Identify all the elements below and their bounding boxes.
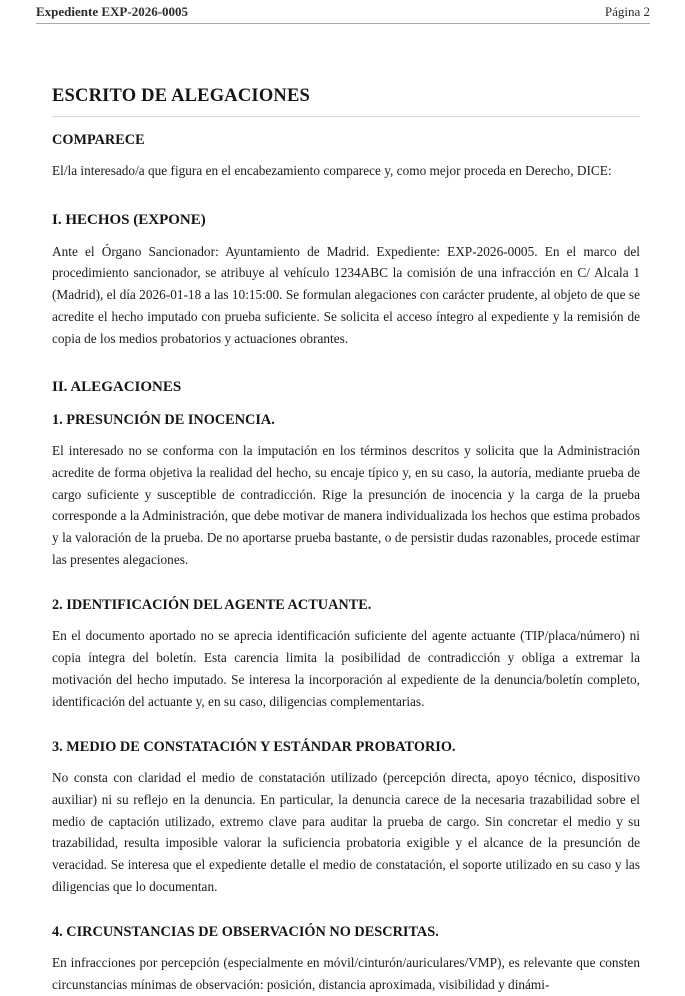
page-header [36, 0, 650, 24]
heading-alegacion-2-identificacion-agente: 2. IDENTIFICACIÓN DEL AGENTE ACTUANTE. [52, 597, 372, 614]
paragraph-alegacion-2: En el documento aportado no se aprecia identificación suficiente del agente actuante (TIP/placa/número) ni copia íntegra del boletín. Esta carencia limita la posibilidad de contradicción y obliga a extremar la motivación del hecho imputado. Se interesa la incorporación al expediente de la denuncia/boletín completo, identificación del actuante y, en su caso, diligencias complementarias. [52, 628, 640, 709]
paragraph-alegacion-4: En infracciones por percepción (especialmente en móvil/cinturón/auriculares/VMP), es relevante que consten circunstancias mínimas de observación: posición, distancia aproximada, visibilidad y dinámi- [52, 955, 640, 993]
document-content [0, 86, 685, 996]
heading-alegacion-3-medio-constatacion: 3. MEDIO DE CONSTATACIÓN Y ESTÁNDAR PROBATORIO. [52, 739, 456, 756]
paragraph-alegacion-1: El interesado no se conforma con la imputación en los términos descritos y solicita que la Administración acredite de forma objetiva la realidad del hecho, su encaje típico y, en su caso, la autoría, mediante prueba de cargo suficiente y susceptible de contradicción. Rige la presunción de inocencia y la carga de la prueba corresponde a la Administración, que debe motivar de manera individualizada los hechos que estima probados y la valoración de la prueba. De no aportarse prueba bastante, o de persistir dudas razonables, procede estimar las presentes alegaciones. [52, 443, 640, 567]
paragraph-alegacion-3: No consta con claridad el medio de constatación utilizado (percepción directa, apoyo técnico, dispositivo auxiliar) ni su reflejo en la denuncia. En particular, la denuncia carece de la necesaria trazabilidad sobre el medio de captación utilizado, extremo clave para auditar la prueba de cargo. Sin concretar el medio y su trazabilidad, resulta imposible valorar la suficiencia probatoria exigible y el alcance de la presunción de veracidad. Se interesa que el expediente detalle el medio de constatación, el soporte utilizado en su caso y las diligencias que lo documentan. [52, 770, 640, 894]
heading-alegaciones: II. ALEGACIONES [52, 379, 182, 396]
paragraph-comparece: El/la interesado/a que figura en el encabezamiento comparece y, como mejor proceda en Derecho, DICE: [52, 163, 612, 178]
heading-hechos: I. HECHOS (EXPONE) [52, 211, 206, 228]
heading-alegacion-4-circunstancias-observacion: 4. CIRCUNSTANCIAS DE OBSERVACIÓN NO DESCRITAS. [52, 924, 439, 941]
paragraph-hechos: Ante el Órgano Sancionador: Ayuntamiento de Madrid. Expediente: EXP-2026-0005. En el marco del procedimiento sancionador, se atribuye al vehículo 1234ABC la comisión de una infracción en C/ Alcala 1 (Madrid), el día 2026-01-18 a las 10:15:00. Se formulan alegaciones con carácter prudente, al objeto de que se acredite el hecho imputado con prueba suficiente. Se solicita el acceso íntegro al expediente y la remisión de copia de los medios probatorios y actuaciones obrantes. [52, 243, 640, 346]
heading-alegacion-1-presuncion-inocencia: 1. PRESUNCIÓN DE INOCENCIA. [52, 412, 275, 429]
heading-comparece: COMPARECE [52, 132, 145, 148]
document-title: ESCRITO DE ALEGACIONES [52, 86, 640, 117]
header-page-number: Página 2 [604, 4, 650, 19]
header-expediente: Expediente EXP-2026-0005 [36, 4, 189, 19]
